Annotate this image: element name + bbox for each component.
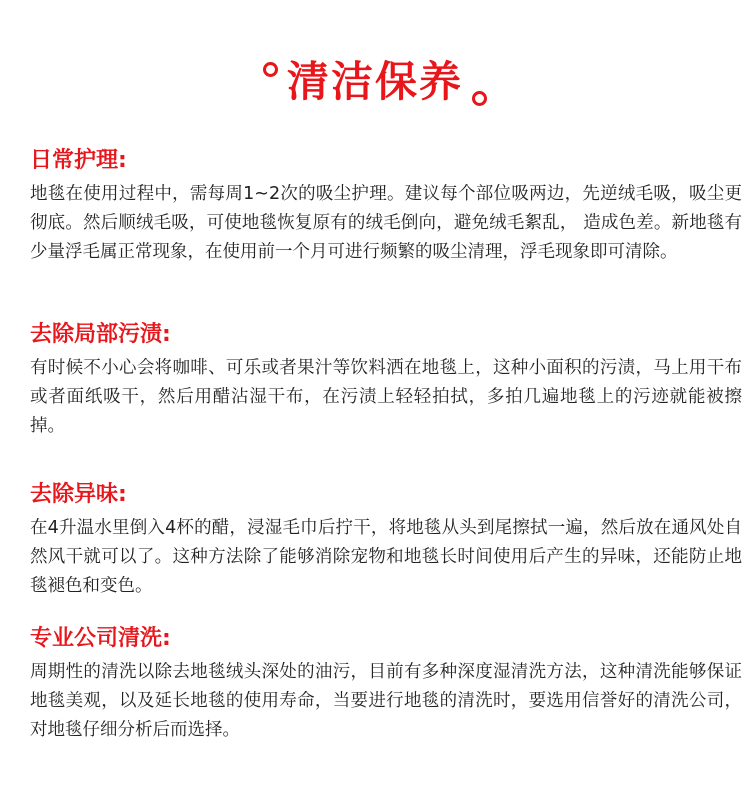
section-body: 周期性的清洗以除去地毯绒头深处的油污，目前有多种深度湿清洗方法，这种清洗能够保证地毯美观，以及延长地毯的使用寿命，当要进行地毯的清洗时，要选用信誉好的清洗公司，对地毯仔细分析后而选择。 <box>30 662 742 740</box>
section-body: 有时候不小心会将咖啡、可乐或者果汁等饮料洒在地毯上，这种小面积的污渍，马上用干布或者面纸吸干，然后用醋沾湿干布，在污渍上轻轻拍拭，多拍几遍地毯上的污迹就能被擦掉。 <box>30 358 742 436</box>
section-professional-cleaning <box>30 622 742 745</box>
title-area <box>0 52 750 112</box>
section-odor-removal <box>30 478 742 601</box>
section-body: 地毯在使用过程中，需每周1~2次的吸尘护理。建议每个部位吸两边，先逆绒毛吸，吸尘更彻底。然后顺绒毛吸，可使地毯恢复原有的绒毛倒向，避免绒毛絮乱， 造成色差。新地毯有少量浮毛属正常现象，在使用前一个月可进行频繁的吸尘清理，浮毛现象即可清除。 <box>30 184 742 262</box>
section-heading: 去除局部污渍: <box>30 322 171 347</box>
section-stain-removal <box>30 318 742 441</box>
section-heading: 专业公司清洗: <box>30 626 171 651</box>
section-daily-care <box>30 144 742 267</box>
page-title: 清洁保养 <box>286 57 463 106</box>
section-heading: 去除异味: <box>30 482 127 507</box>
section-body: 在4升温水里倒入4杯的醋，浸湿毛巾后拧干，将地毯从头到尾擦拭一遍，然后放在通风处自然风干就可以了。这种方法除了能够消除宠物和地毯长时间使用后产生的异味，还能防止地毯褪色和变色。 <box>30 518 742 596</box>
circle-icon <box>472 91 487 106</box>
page-title-container <box>261 52 489 112</box>
section-heading: 日常护理: <box>30 148 127 173</box>
circle-icon <box>263 62 278 77</box>
